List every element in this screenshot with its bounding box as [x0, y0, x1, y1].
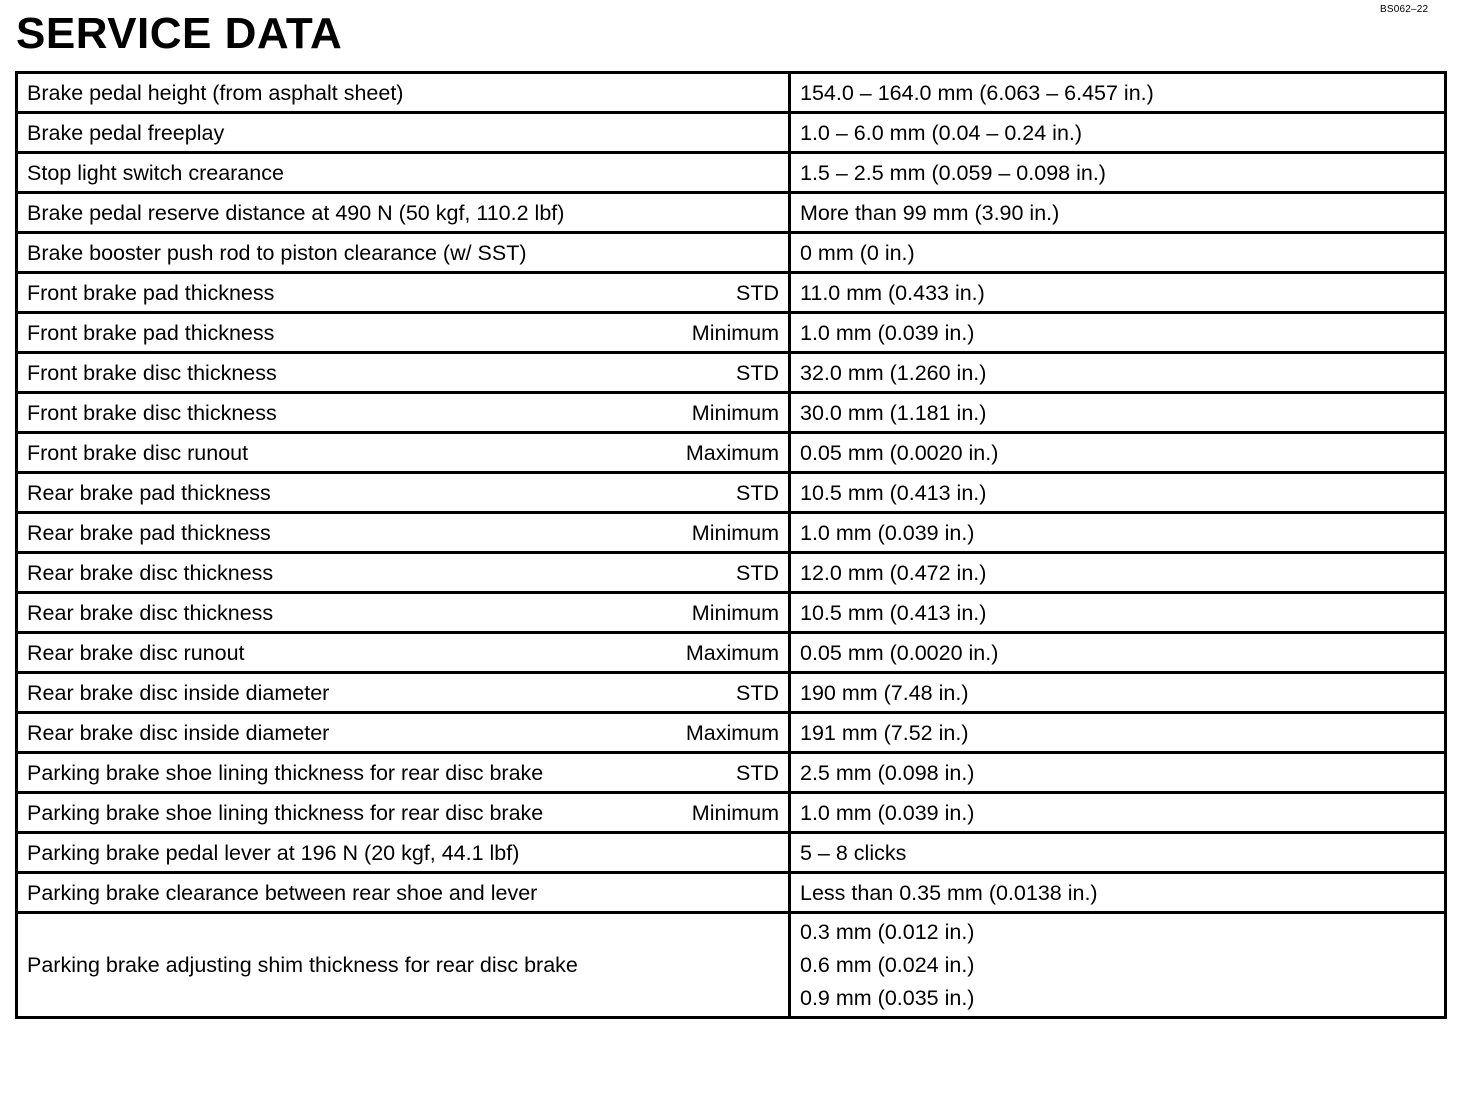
- item-label: Parking brake shoe lining thickness for rear disc brake: [27, 760, 544, 785]
- value-line: 0.6 mm (0.024 in.): [800, 952, 975, 977]
- item-cell: [17, 593, 790, 633]
- item-label: Front brake pad thickness: [27, 320, 275, 345]
- qualifier-label: Minimum: [691, 800, 779, 825]
- value-cell: 30.0 mm (1.181 in.): [790, 393, 1446, 433]
- value-cell: 11.0 mm (0.433 in.): [790, 273, 1446, 313]
- item-label: Brake booster push rod to piston clearance (w/ SST): [27, 240, 527, 265]
- value-cell: 1.5 – 2.5 mm (0.059 – 0.098 in.): [790, 153, 1446, 193]
- item-label: Rear brake disc inside diameter: [27, 720, 330, 745]
- value-cell: 0.05 mm (0.0020 in.): [790, 633, 1446, 673]
- item-label: Brake pedal reserve distance at 490 N (50 kgf, 110.2 lbf): [27, 200, 565, 225]
- qualifier-label: STD: [736, 280, 779, 305]
- item-cell: [17, 673, 790, 713]
- item-cell: [17, 233, 790, 273]
- value-cell: 5 – 8 clicks: [790, 833, 1446, 873]
- item-label: Rear brake disc inside diameter: [27, 680, 330, 705]
- table-row: [17, 313, 1446, 353]
- item-label: Brake pedal freeplay: [27, 120, 225, 145]
- item-cell: [17, 153, 790, 193]
- table-row: [17, 113, 1446, 153]
- page-title: SERVICE DATA: [16, 9, 343, 58]
- table-row: [17, 793, 1446, 833]
- item-label: Parking brake pedal lever at 196 N (20 kgf, 44.1 lbf): [27, 840, 520, 865]
- value-cell: 0 mm (0 in.): [790, 233, 1446, 273]
- table-row: [17, 393, 1446, 433]
- table-row: [17, 833, 1446, 873]
- item-cell: [17, 113, 790, 153]
- value-line: 0.9 mm (0.035 in.): [800, 985, 975, 1010]
- item-cell: [17, 193, 790, 233]
- value-cell: 1.0 mm (0.039 in.): [790, 793, 1446, 833]
- table-row: [17, 633, 1446, 673]
- value-cell: 1.0 mm (0.039 in.): [790, 313, 1446, 353]
- qualifier-label: Maximum: [685, 440, 779, 465]
- item-cell: [17, 753, 790, 793]
- value-cell: 12.0 mm (0.472 in.): [790, 553, 1446, 593]
- value-cell: 191 mm (7.52 in.): [790, 713, 1446, 753]
- value-cell: 154.0 – 164.0 mm (6.063 – 6.457 in.): [790, 73, 1446, 113]
- item-label: Front brake disc thickness: [27, 400, 277, 425]
- value-cell: More than 99 mm (3.90 in.): [790, 193, 1446, 233]
- item-label: Stop light switch crearance: [27, 160, 284, 185]
- item-cell: [17, 913, 790, 1018]
- value-cell: 0.05 mm (0.0020 in.): [790, 433, 1446, 473]
- value-cell: [790, 913, 1446, 1018]
- service-data-table: [15, 71, 1447, 1019]
- table-row: [17, 513, 1446, 553]
- item-label: Parking brake adjusting shim thickness for rear disc brake: [27, 953, 578, 977]
- qualifier-label: Minimum: [691, 400, 779, 425]
- item-label: Rear brake disc thickness: [27, 600, 274, 625]
- value-cell: 32.0 mm (1.260 in.): [790, 353, 1446, 393]
- value-line: 0.3 mm (0.012 in.): [800, 919, 975, 944]
- item-label: Rear brake pad thickness: [27, 520, 271, 545]
- item-label: Parking brake shoe lining thickness for rear disc brake: [27, 800, 544, 825]
- qualifier-label: Minimum: [691, 320, 779, 345]
- table-row: [17, 233, 1446, 273]
- table-row: [17, 593, 1446, 633]
- item-cell: [17, 353, 790, 393]
- item-cell: [17, 873, 790, 913]
- item-label: Brake pedal height (from asphalt sheet): [27, 80, 404, 105]
- table-row: [17, 153, 1446, 193]
- item-cell: [17, 393, 790, 433]
- item-label: Parking brake clearance between rear shoe and lever: [27, 880, 538, 905]
- table-row-multi-value: [17, 913, 1446, 1018]
- item-label: Front brake pad thickness: [27, 280, 275, 305]
- qualifier-label: Minimum: [691, 520, 779, 545]
- qualifier-label: STD: [736, 760, 779, 785]
- item-cell: [17, 713, 790, 753]
- item-cell: [17, 73, 790, 113]
- item-cell: [17, 433, 790, 473]
- item-label: Rear brake pad thickness: [27, 480, 271, 505]
- item-cell: [17, 833, 790, 873]
- item-label: Front brake disc thickness: [27, 360, 277, 385]
- item-label: Front brake disc runout: [27, 440, 249, 465]
- value-cell: 2.5 mm (0.098 in.): [790, 753, 1446, 793]
- qualifier-label: STD: [736, 680, 779, 705]
- table-row: [17, 73, 1446, 113]
- table-row: [17, 353, 1446, 393]
- qualifier-label: STD: [736, 360, 779, 385]
- qualifier-label: Maximum: [685, 720, 779, 745]
- value-cell: 10.5 mm (0.413 in.): [790, 473, 1446, 513]
- item-label: Rear brake disc thickness: [27, 560, 274, 585]
- item-cell: [17, 313, 790, 353]
- table-row: [17, 673, 1446, 713]
- item-label: Rear brake disc runout: [27, 640, 245, 665]
- qualifier-label: STD: [736, 480, 779, 505]
- document-code: BS062–22: [1380, 4, 1429, 15]
- item-cell: [17, 473, 790, 513]
- value-cell: Less than 0.35 mm (0.0138 in.): [790, 873, 1446, 913]
- table-row: [17, 273, 1446, 313]
- table-row: [17, 193, 1446, 233]
- table-row: [17, 753, 1446, 793]
- item-cell: [17, 553, 790, 593]
- value-cell: 10.5 mm (0.413 in.): [790, 593, 1446, 633]
- table-row: [17, 713, 1446, 753]
- qualifier-label: Maximum: [685, 640, 779, 665]
- table-row: [17, 473, 1446, 513]
- qualifier-label: STD: [736, 560, 779, 585]
- table-row: [17, 873, 1446, 913]
- value-cell: 1.0 mm (0.039 in.): [790, 513, 1446, 553]
- qualifier-label: Minimum: [691, 600, 779, 625]
- item-cell: [17, 513, 790, 553]
- item-cell: [17, 273, 790, 313]
- table-row: [17, 553, 1446, 593]
- item-cell: [17, 793, 790, 833]
- value-cell: 190 mm (7.48 in.): [790, 673, 1446, 713]
- item-cell: [17, 633, 790, 673]
- value-cell: 1.0 – 6.0 mm (0.04 – 0.24 in.): [790, 113, 1446, 153]
- table-row: [17, 433, 1446, 473]
